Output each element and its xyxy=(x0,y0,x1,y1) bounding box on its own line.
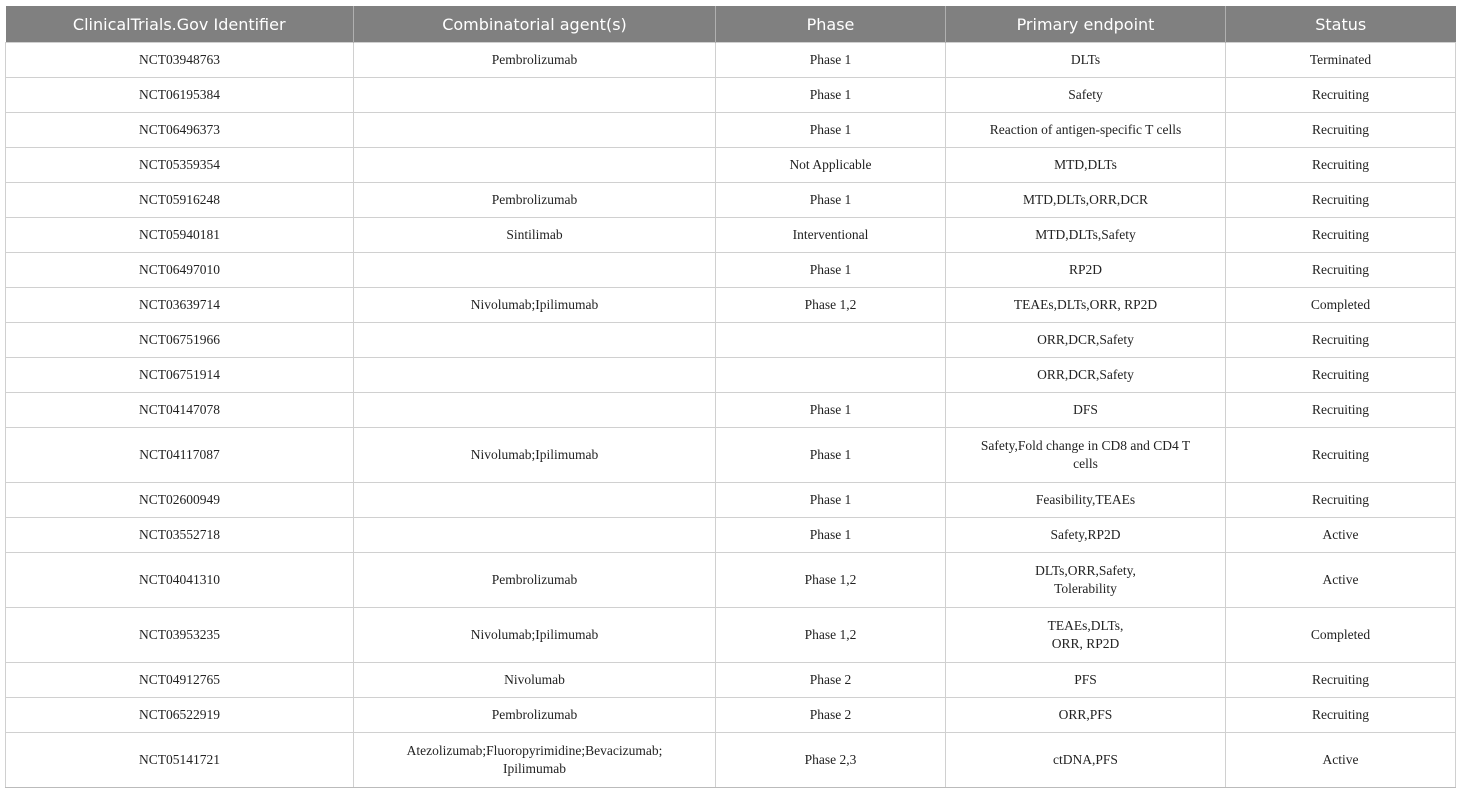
header-phase: Phase xyxy=(716,6,946,43)
clinical-trials-table xyxy=(5,6,1456,788)
header-status: Status xyxy=(1226,6,1456,43)
cell-phase: Phase 1 xyxy=(716,183,946,218)
cell-endpoint: Safety xyxy=(946,78,1226,113)
cell-status: Recruiting xyxy=(1226,113,1456,148)
cell-agents: Nivolumab;Ipilimumab xyxy=(354,428,716,483)
cell-status: Completed xyxy=(1226,608,1456,663)
cell-agents xyxy=(354,148,716,183)
cell-status: Recruiting xyxy=(1226,323,1456,358)
table-row xyxy=(6,218,1456,253)
cell-phase: Phase 1 xyxy=(716,518,946,553)
cell-identifier: NCT04041310 xyxy=(6,553,354,608)
cell-phase: Phase 1 xyxy=(716,483,946,518)
cell-phase: Phase 1 xyxy=(716,113,946,148)
cell-agents xyxy=(354,518,716,553)
cell-agents xyxy=(354,358,716,393)
table-row xyxy=(6,288,1456,323)
cell-phase xyxy=(716,358,946,393)
cell-identifier: NCT06751966 xyxy=(6,323,354,358)
table-body xyxy=(6,43,1456,788)
table-row xyxy=(6,608,1456,663)
cell-endpoint: Safety,Fold change in CD8 and CD4 T cells xyxy=(946,428,1226,483)
table-row xyxy=(6,323,1456,358)
cell-endpoint: PFS xyxy=(946,663,1226,698)
cell-agents: Sintilimab xyxy=(354,218,716,253)
cell-status: Completed xyxy=(1226,288,1456,323)
cell-status: Active xyxy=(1226,553,1456,608)
cell-endpoint: ORR,DCR,Safety xyxy=(946,358,1226,393)
cell-endpoint: TEAEs,DLTs,ORR, RP2D xyxy=(946,288,1226,323)
cell-endpoint: DLTs,ORR,Safety, Tolerability xyxy=(946,553,1226,608)
cell-endpoint: DLTs xyxy=(946,43,1226,78)
header-endpoint: Primary endpoint xyxy=(946,6,1226,43)
cell-endpoint: ORR,DCR,Safety xyxy=(946,323,1226,358)
cell-status: Active xyxy=(1226,518,1456,553)
cell-endpoint: Safety,RP2D xyxy=(946,518,1226,553)
cell-endpoint: MTD,DLTs,Safety xyxy=(946,218,1226,253)
cell-endpoint: MTD,DLTs,ORR,DCR xyxy=(946,183,1226,218)
cell-phase: Phase 1,2 xyxy=(716,288,946,323)
table-row xyxy=(6,253,1456,288)
cell-agents: Pembrolizumab xyxy=(354,43,716,78)
table-row xyxy=(6,183,1456,218)
cell-agents: Pembrolizumab xyxy=(354,553,716,608)
cell-agents: Pembrolizumab xyxy=(354,183,716,218)
cell-status: Terminated xyxy=(1226,43,1456,78)
table-row xyxy=(6,518,1456,553)
cell-identifier: NCT05359354 xyxy=(6,148,354,183)
cell-status: Recruiting xyxy=(1226,428,1456,483)
cell-endpoint: RP2D xyxy=(946,253,1226,288)
cell-agents xyxy=(354,113,716,148)
cell-identifier: NCT04147078 xyxy=(6,393,354,428)
cell-identifier: NCT05916248 xyxy=(6,183,354,218)
cell-phase: Phase 1,2 xyxy=(716,608,946,663)
cell-agents xyxy=(354,393,716,428)
cell-status: Recruiting xyxy=(1226,253,1456,288)
table-row xyxy=(6,663,1456,698)
cell-phase: Phase 1 xyxy=(716,428,946,483)
cell-endpoint: ctDNA,PFS xyxy=(946,733,1226,788)
cell-status: Recruiting xyxy=(1226,183,1456,218)
cell-status: Active xyxy=(1226,733,1456,788)
cell-agents: Pembrolizumab xyxy=(354,698,716,733)
cell-endpoint: DFS xyxy=(946,393,1226,428)
cell-agents xyxy=(354,253,716,288)
cell-phase xyxy=(716,323,946,358)
table-row xyxy=(6,428,1456,483)
cell-agents: Nivolumab;Ipilimumab xyxy=(354,288,716,323)
cell-identifier: NCT06751914 xyxy=(6,358,354,393)
cell-identifier: NCT06497010 xyxy=(6,253,354,288)
cell-agents xyxy=(354,78,716,113)
header-identifier: ClinicalTrials.Gov Identifier xyxy=(6,6,354,43)
cell-status: Recruiting xyxy=(1226,78,1456,113)
cell-agents xyxy=(354,323,716,358)
table-row xyxy=(6,553,1456,608)
cell-status: Recruiting xyxy=(1226,393,1456,428)
cell-identifier: NCT06496373 xyxy=(6,113,354,148)
cell-endpoint: MTD,DLTs xyxy=(946,148,1226,183)
cell-status: Recruiting xyxy=(1226,358,1456,393)
cell-status: Recruiting xyxy=(1226,148,1456,183)
cell-identifier: NCT03552718 xyxy=(6,518,354,553)
cell-phase: Interventional xyxy=(716,218,946,253)
table-row xyxy=(6,113,1456,148)
table-row xyxy=(6,483,1456,518)
cell-agents: Nivolumab xyxy=(354,663,716,698)
cell-phase: Phase 1 xyxy=(716,253,946,288)
cell-status: Recruiting xyxy=(1226,483,1456,518)
cell-identifier: NCT05141721 xyxy=(6,733,354,788)
cell-phase: Phase 1 xyxy=(716,43,946,78)
cell-phase: Phase 2 xyxy=(716,698,946,733)
cell-identifier: NCT05940181 xyxy=(6,218,354,253)
cell-identifier: NCT06195384 xyxy=(6,78,354,113)
cell-identifier: NCT06522919 xyxy=(6,698,354,733)
header-agents: Combinatorial agent(s) xyxy=(354,6,716,43)
cell-phase: Phase 2 xyxy=(716,663,946,698)
cell-status: Recruiting xyxy=(1226,218,1456,253)
cell-endpoint: ORR,PFS xyxy=(946,698,1226,733)
cell-phase: Phase 1 xyxy=(716,78,946,113)
table-header xyxy=(6,6,1456,43)
cell-identifier: NCT04117087 xyxy=(6,428,354,483)
table-row xyxy=(6,393,1456,428)
table-row xyxy=(6,43,1456,78)
cell-identifier: NCT04912765 xyxy=(6,663,354,698)
cell-phase: Not Applicable xyxy=(716,148,946,183)
table-row xyxy=(6,698,1456,733)
table-row xyxy=(6,358,1456,393)
cell-agents: Nivolumab;Ipilimumab xyxy=(354,608,716,663)
cell-identifier: NCT03948763 xyxy=(6,43,354,78)
cell-agents: Atezolizumab;Fluoropyrimidine;Bevacizumab; Ipilimumab xyxy=(354,733,716,788)
cell-phase: Phase 1 xyxy=(716,393,946,428)
cell-phase: Phase 1,2 xyxy=(716,553,946,608)
cell-identifier: NCT03639714 xyxy=(6,288,354,323)
table-row xyxy=(6,78,1456,113)
cell-phase: Phase 2,3 xyxy=(716,733,946,788)
cell-identifier: NCT03953235 xyxy=(6,608,354,663)
cell-endpoint: TEAEs,DLTs, ORR, RP2D xyxy=(946,608,1226,663)
cell-agents xyxy=(354,483,716,518)
cell-status: Recruiting xyxy=(1226,663,1456,698)
cell-identifier: NCT02600949 xyxy=(6,483,354,518)
table-row xyxy=(6,148,1456,183)
cell-endpoint: Feasibility,TEAEs xyxy=(946,483,1226,518)
cell-endpoint: Reaction of antigen-specific T cells xyxy=(946,113,1226,148)
table-row xyxy=(6,733,1456,788)
cell-status: Recruiting xyxy=(1226,698,1456,733)
